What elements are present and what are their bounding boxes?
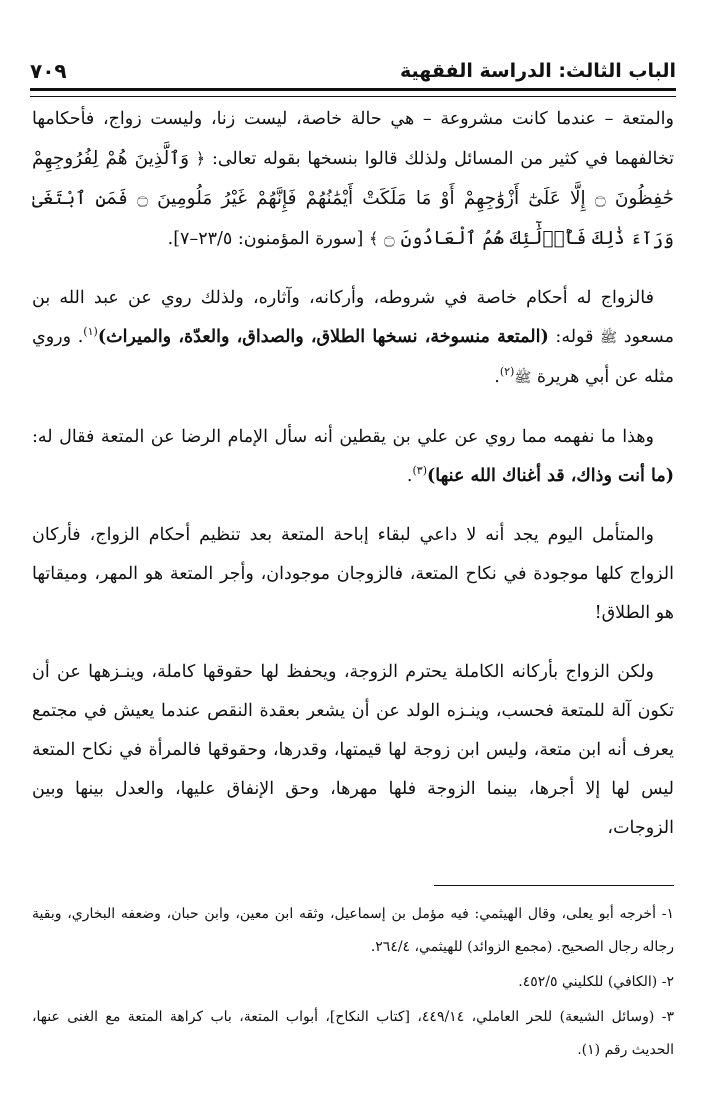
paragraph-text: . [406, 466, 413, 486]
paragraph-ali-yaqtin [32, 418, 674, 496]
header-divider [30, 88, 676, 97]
footnote-ref-2[interactable]: (٢) [499, 365, 515, 379]
paragraph-marriage-rules [32, 279, 674, 398]
paragraph-text: ولكن الزواج بأركانه الكاملة يحترم الزوجة، ويحفظ لها حقوقها كاملة، وينـزهها عن أن تكون آلة للمتعة فحسب، وينـزه الولد عن أن يشعر بعقدة النقص عندما يعيش في مجتمع يعرف أنه ابن متعة، وليس ابن زوجة لها قيمتها، وقدرها، وحقوقها فالمرأة في نكاح المتعة ليس لها إلا أجرها، بينما الزوجة فلها مهرها، وحق الإنفاق عليها، والعدل بينها وبين الزوجات، [32, 662, 674, 838]
footnote-divider [434, 885, 674, 886]
paragraph-text: وهذا ما نفهمه مما روي عن علي بن يقطين أنه سأل الإمام الرضا عن المتعة فقال له: [32, 427, 654, 447]
hadith-quote: (ما أنت وذاك، قد أغناك الله عنها) [426, 466, 674, 486]
paragraph-text: قوله: [548, 327, 601, 347]
page-header [30, 52, 676, 86]
honorific-symbol: ﷺ [600, 330, 618, 346]
footnote-ref-1[interactable]: (١) [83, 325, 98, 339]
footnote-2 [32, 966, 674, 999]
honorific-symbol: ﷺ [514, 370, 532, 386]
main-text [32, 100, 674, 868]
footnote-number: ٢- [661, 974, 674, 990]
paragraph-text: . وروي مثله عن أبي هريرة [32, 327, 674, 387]
footnote-number: ٣- [661, 1009, 674, 1025]
paragraph-contemplation [32, 516, 674, 633]
footnotes-section [32, 898, 674, 1069]
footnote-text: أخرجه أبو يعلى، وقال الهيثمي: فيه مؤمل بن إسماعيل، وثقه ابن معين، وابن حبان، وضعفه البخاري، وبقية رجاله رجال الصحيح. (مجمع الزوائد) للهيثمي، ٢٦٤/٤. [32, 906, 674, 955]
footnote-number: ١- [661, 906, 674, 922]
paragraph-text: والمتعة – عندما كانت مشروعة – هي حالة خاصة، ليست زنا، وليست زواج، فأحكامها تخالفهما في كثير من المسائل ولذلك قالوا بنسخها بقوله تعالى: [32, 109, 674, 169]
footnote-text: (الكافي) للكليني ٤٥٢/٥. [518, 974, 662, 990]
quran-verse: وَٱلَّذِينَ هُمْ لِفُرُوجِهِمْ حَٰفِظُونَ ۝ إِلَّا عَلَىٰٓ أَزْوَٰجِهِمْ أَوْ مَا مَلَكَتْ أَيْمَٰنُهُمْ فَإِنَّهُمْ غَيْرُ مَلُومِينَ ۝ فَمَنِ ٱبْتَغَىٰ وَرَآءَ ذَٰلِكَ فَأُو۟لَٰٓئِكَ هُمُ ٱلْعَادُونَ ۝ [32, 148, 674, 249]
hadith-quote: (المتعة منسوخة، نسخها الطلاق، والصداق، والعدّة، والميراث) [97, 327, 549, 347]
paragraph-text: . [494, 367, 500, 387]
paragraph-text: فالزواج له أحكام خاصة في شروطه، وأركانه، وآثاره، ولذلك روي عن عبد الله بن مسعود [32, 288, 674, 347]
footnote-3 [32, 1001, 674, 1067]
page-number: ٧٠٩ [30, 59, 67, 83]
footnote-ref-3[interactable]: (٣) [412, 464, 427, 478]
footnote-1 [32, 898, 674, 964]
quran-close-bracket: ﴾ [368, 229, 379, 248]
quran-open-bracket: ﴿ [195, 149, 206, 168]
paragraph-mutah-definition [32, 100, 674, 259]
paragraph-marriage-respect [32, 653, 674, 848]
paragraph-text: والمتأمل اليوم يجد أنه لا داعي لبقاء إباحة المتعة بعد تنظيم أحكام الزواج، فأركان الزواج كلها موجودة في نكاح المتعة، فالزوجان موجودان، وأجر المتعة هو المهر، وميقاتها هو الطلاق! [32, 525, 674, 623]
chapter-title: الباب الثالث: الدراسة الفقهية [400, 60, 676, 82]
verse-reference: [سورة المؤمنون: ٢٣/٥–٧]. [167, 229, 369, 249]
footnote-text: (وسائل الشيعة) للحر العاملي، ٤٤٩/١٤، [كتاب النكاح]، أبواب المتعة، باب كراهة المتعة مع الغنى عنها، الحديث رقم (١). [32, 1009, 674, 1058]
